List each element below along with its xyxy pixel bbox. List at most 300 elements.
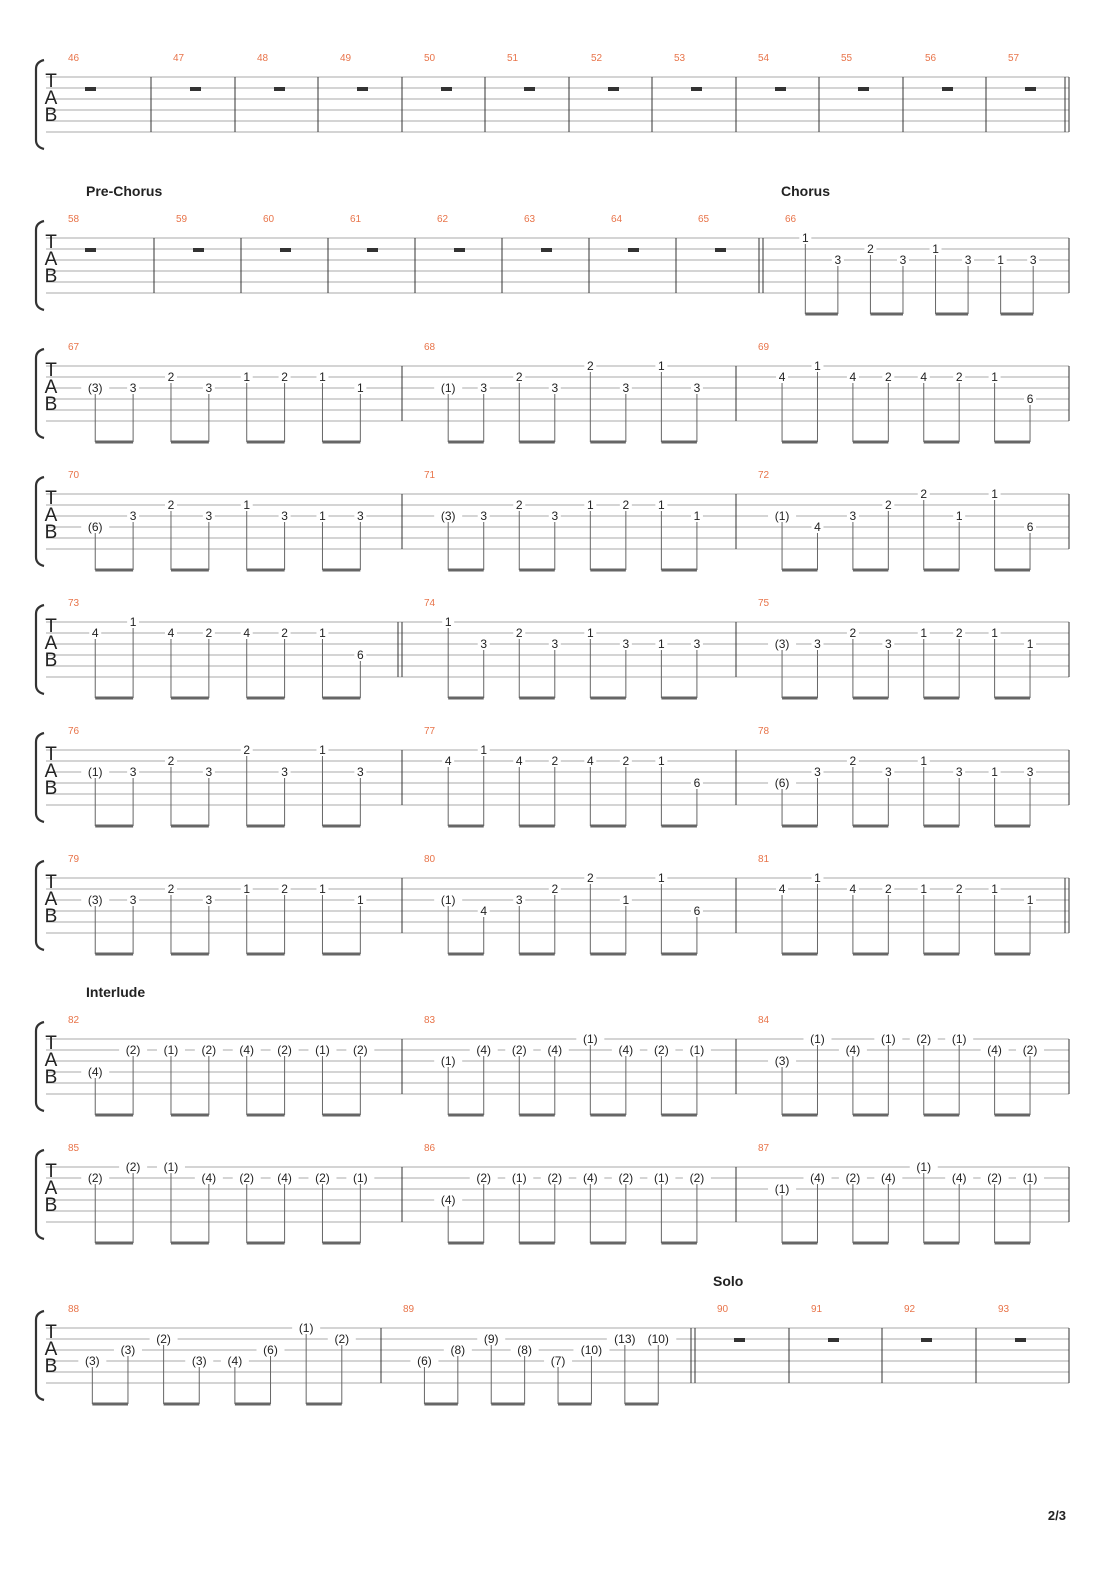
fret-number: (1) — [315, 1043, 330, 1057]
fret-number: 3 — [551, 381, 559, 395]
measure — [424, 598, 703, 698]
fret-number: 6 — [1026, 392, 1034, 406]
measure — [68, 1015, 374, 1115]
fret-number: 3 — [551, 637, 559, 651]
fret-number: (10) — [580, 1343, 603, 1357]
measure — [68, 726, 366, 826]
fret-number: (1) — [440, 1054, 456, 1068]
fret-number: 4 — [778, 370, 786, 384]
fret-number: 2 — [884, 370, 892, 384]
fret-number: 1 — [243, 370, 251, 384]
tab-clef-letter: A — [44, 1339, 58, 1360]
fret-number: 3 — [205, 765, 213, 779]
measure-number: 80 — [424, 854, 436, 865]
fret-number: 3 — [899, 253, 907, 267]
fret-number: (1) — [163, 1043, 179, 1057]
measure — [717, 1304, 745, 1342]
measure — [424, 53, 452, 91]
fret-number: 2 — [867, 242, 874, 256]
fret-number: (4) — [880, 1171, 896, 1185]
fret-number: 1 — [622, 893, 630, 907]
fret-number: (3) — [84, 1354, 100, 1368]
fret-number: (2) — [654, 1043, 669, 1057]
measure — [424, 854, 703, 954]
fret-number: 6 — [1026, 520, 1034, 534]
fret-number: (1) — [689, 1043, 705, 1057]
fret-number: 2 — [281, 626, 288, 640]
measure — [403, 1304, 676, 1404]
measure — [424, 1143, 711, 1243]
fret-number: 3 — [1026, 765, 1034, 779]
fret-number: 1 — [243, 498, 251, 512]
fret-number: (4) — [227, 1354, 243, 1368]
rest-symbol — [357, 87, 368, 91]
fret-number: 1 — [814, 871, 821, 885]
fret-number: 3 — [693, 637, 701, 651]
measure — [424, 726, 703, 826]
fret-number: 1 — [814, 359, 821, 373]
fret-number: 3 — [480, 637, 488, 651]
measure — [841, 53, 869, 91]
fret-number: (8) — [517, 1343, 532, 1357]
fret-number: 4 — [920, 370, 928, 384]
fret-number: 1 — [319, 509, 326, 523]
fret-number: (1) — [87, 765, 103, 779]
measure — [758, 598, 1036, 698]
measure-number: 87 — [758, 1143, 770, 1154]
fret-number: 4 — [778, 882, 786, 896]
tab-clef-letter: A — [44, 633, 58, 654]
fret-number: (2) — [353, 1043, 368, 1057]
measure — [68, 1304, 356, 1404]
fret-number: 1 — [319, 626, 326, 640]
measure — [507, 53, 535, 91]
fret-number: 3 — [622, 381, 630, 395]
fret-number: (2) — [511, 1043, 527, 1057]
section-label: Chorus — [781, 183, 830, 199]
measure-number: 79 — [68, 854, 80, 865]
rest-symbol — [85, 87, 96, 91]
fret-number: 2 — [167, 498, 175, 512]
fret-number: (4) — [618, 1043, 634, 1057]
system-brace — [36, 349, 44, 438]
rest-symbol — [775, 87, 786, 91]
fret-number: 1 — [356, 381, 364, 395]
fret-number: 2 — [849, 754, 857, 768]
fret-number: 1 — [658, 871, 665, 885]
fret-number: (2) — [476, 1171, 492, 1185]
fret-number: (1) — [440, 893, 456, 907]
fret-number: (2) — [689, 1171, 705, 1185]
fret-number: (1) — [774, 509, 790, 523]
fret-number: 2 — [955, 626, 963, 640]
fret-number: 3 — [814, 637, 821, 651]
fret-number: 3 — [693, 381, 701, 395]
fret-number: 3 — [551, 509, 559, 523]
rest-symbol — [274, 87, 285, 91]
fret-number: 4 — [444, 754, 452, 768]
fret-number: (13) — [614, 1332, 636, 1346]
fret-number: 1 — [991, 487, 998, 501]
fret-number: (1) — [353, 1171, 368, 1185]
fret-number: (6) — [263, 1343, 278, 1357]
fret-number: (10) — [647, 1332, 669, 1346]
measure — [674, 53, 702, 91]
fret-number: 2 — [515, 498, 523, 512]
fret-number: 4 — [814, 520, 821, 534]
fret-number: 2 — [586, 871, 594, 885]
measure — [611, 214, 639, 252]
measure-number: 71 — [424, 470, 436, 481]
fret-number: 3 — [834, 253, 842, 267]
section-label: Pre-Chorus — [86, 183, 163, 199]
fret-number: (2) — [845, 1171, 861, 1185]
fret-number: 3 — [884, 765, 892, 779]
fret-number: 1 — [480, 743, 488, 757]
fret-number: (2) — [87, 1171, 103, 1185]
fret-number: 1 — [955, 509, 963, 523]
measure — [785, 214, 1039, 314]
fret-number: 2 — [243, 743, 251, 757]
measure — [68, 854, 366, 954]
measure — [998, 1304, 1026, 1342]
measure-number: 73 — [68, 598, 80, 609]
measure — [811, 1304, 839, 1342]
fret-number: 3 — [356, 509, 364, 523]
fret-number: (1) — [511, 1171, 527, 1185]
rest-symbol — [734, 1338, 745, 1342]
measure-number: 74 — [424, 598, 436, 609]
measure-number: 51 — [507, 53, 519, 64]
tab-clef-letter: T — [45, 1322, 57, 1343]
fret-number: (1) — [440, 381, 456, 395]
tab-clef-letter: T — [45, 616, 57, 637]
rest-symbol — [858, 87, 869, 91]
fret-number: 2 — [955, 882, 963, 896]
measure-number: 81 — [758, 854, 770, 865]
fret-number: 6 — [693, 776, 701, 790]
fret-number: 2 — [281, 370, 288, 384]
measure — [758, 342, 1036, 442]
measure — [758, 53, 786, 91]
fret-number: (1) — [163, 1160, 179, 1174]
measure-number: 77 — [424, 726, 436, 737]
tab-clef-letter: B — [44, 778, 58, 799]
measure — [176, 214, 204, 252]
page-number: 2/3 — [1047, 1508, 1066, 1523]
fret-number: (1) — [951, 1032, 967, 1046]
measure-number: 67 — [68, 342, 80, 353]
fret-number: 4 — [849, 370, 857, 384]
tab-clef-letter: A — [44, 1050, 58, 1071]
measure-number: 47 — [173, 53, 185, 64]
tab-clef-letter: B — [44, 1067, 58, 1088]
fret-number: (1) — [582, 1032, 598, 1046]
measure — [257, 53, 285, 91]
fret-number: (4) — [440, 1193, 456, 1207]
fret-number: (4) — [547, 1043, 563, 1057]
measure-number: 57 — [1008, 53, 1020, 64]
fret-number: 6 — [693, 904, 701, 918]
rest-symbol — [190, 87, 201, 91]
fret-number: 3 — [849, 509, 857, 523]
measure-number: 78 — [758, 726, 770, 737]
tab-system — [36, 726, 1069, 826]
fret-number: 3 — [129, 893, 137, 907]
rest-symbol — [524, 87, 535, 91]
fret-number: 1 — [444, 615, 452, 629]
fret-number: 4 — [515, 754, 523, 768]
fret-number: (2) — [618, 1171, 634, 1185]
fret-number: (3) — [87, 381, 103, 395]
system-brace — [36, 1022, 44, 1111]
fret-number: 3 — [480, 509, 488, 523]
measure-number: 62 — [437, 214, 449, 225]
fret-number: 1 — [243, 882, 251, 896]
tab-clef-letter: T — [45, 872, 57, 893]
rest-symbol — [1025, 87, 1036, 91]
fret-number: 3 — [515, 893, 523, 907]
tab-clef-letter: T — [45, 71, 57, 92]
fret-number: 3 — [814, 765, 821, 779]
tab-clef-letter: B — [44, 522, 58, 543]
system-brace — [36, 1311, 44, 1400]
fret-number: (6) — [417, 1354, 432, 1368]
measure — [925, 53, 953, 91]
fret-number: 2 — [167, 754, 175, 768]
tab-system — [36, 183, 1069, 314]
measure-number: 60 — [263, 214, 275, 225]
fret-number: 6 — [356, 648, 364, 662]
measure — [424, 470, 703, 570]
tab-clef-letter: B — [44, 1195, 58, 1216]
fret-number: 4 — [167, 626, 175, 640]
fret-number: (9) — [483, 1332, 499, 1346]
measure — [350, 214, 378, 252]
rest-symbol — [715, 248, 726, 252]
tab-clef-letter: A — [44, 249, 58, 270]
tab-system — [36, 53, 1069, 149]
measure-number: 70 — [68, 470, 80, 481]
tab-clef-letter: A — [44, 761, 58, 782]
fret-number: 1 — [658, 359, 665, 373]
measure-number: 66 — [785, 214, 797, 225]
fret-number: (2) — [547, 1171, 563, 1185]
measure-number: 86 — [424, 1143, 436, 1154]
measure — [904, 1304, 932, 1342]
tab-system — [36, 598, 1069, 698]
rest-symbol — [691, 87, 702, 91]
measure — [424, 1015, 711, 1115]
measure-number: 48 — [257, 53, 269, 64]
fret-number: 2 — [205, 626, 213, 640]
rest-symbol — [193, 248, 204, 252]
fret-number: 1 — [693, 509, 701, 523]
tab-clef-letter: T — [45, 488, 57, 509]
tab-clef-letter: B — [44, 266, 58, 287]
system-brace — [36, 605, 44, 694]
fret-number: 2 — [551, 882, 559, 896]
tab-system — [36, 342, 1069, 442]
fret-number: (4) — [201, 1171, 217, 1185]
rest-symbol — [921, 1338, 932, 1342]
measure-number: 88 — [68, 1304, 80, 1315]
rest-symbol — [367, 248, 378, 252]
measure-number: 90 — [717, 1304, 729, 1315]
rest-symbol — [1015, 1338, 1026, 1342]
fret-number: (4) — [277, 1171, 292, 1185]
fret-number: 2 — [167, 882, 175, 896]
measure-number: 82 — [68, 1015, 80, 1026]
fret-number: (4) — [476, 1043, 492, 1057]
tab-clef-letter: B — [44, 1356, 58, 1377]
fret-number: (2) — [201, 1043, 217, 1057]
fret-number: (6) — [774, 776, 790, 790]
rest-symbol — [441, 87, 452, 91]
rest-symbol — [454, 248, 465, 252]
measure-number: 59 — [176, 214, 188, 225]
fret-number: (8) — [450, 1343, 466, 1357]
rest-symbol — [85, 248, 96, 252]
measure — [591, 53, 619, 91]
fret-number: 2 — [281, 882, 288, 896]
measure — [173, 53, 201, 91]
fret-number: (4) — [87, 1065, 103, 1079]
fret-number: 1 — [1026, 637, 1034, 651]
system-brace — [36, 1150, 44, 1239]
fret-number: 1 — [319, 882, 326, 896]
measure-number: 63 — [524, 214, 536, 225]
tab-system — [36, 1143, 1069, 1243]
rest-symbol — [828, 1338, 839, 1342]
fret-number: 1 — [658, 754, 665, 768]
tab-clef-letter: T — [45, 1161, 57, 1182]
tab-clef-letter: A — [44, 88, 58, 109]
fret-number: (3) — [774, 637, 790, 651]
fret-number: 1 — [991, 626, 998, 640]
fret-number: (2) — [125, 1043, 141, 1057]
tab-clef-letter: T — [45, 232, 57, 253]
fret-number: 2 — [920, 487, 928, 501]
measure — [758, 1143, 1044, 1243]
fret-number: (4) — [845, 1043, 861, 1057]
measure-number: 65 — [698, 214, 710, 225]
fret-number: 1 — [801, 231, 809, 245]
fret-number: (4) — [810, 1171, 825, 1185]
measure — [1008, 53, 1036, 91]
fret-number: 3 — [205, 893, 213, 907]
tab-system — [36, 1273, 1069, 1404]
fret-number: 3 — [205, 509, 213, 523]
measure-number: 49 — [340, 53, 352, 64]
measure — [758, 854, 1036, 954]
fret-number: (4) — [951, 1171, 967, 1185]
fret-number: 3 — [622, 637, 630, 651]
tab-clef-letter: B — [44, 906, 58, 927]
measure-number: 58 — [68, 214, 80, 225]
tab-clef-letter: B — [44, 650, 58, 671]
system-brace — [36, 477, 44, 566]
fret-number: (1) — [880, 1032, 896, 1046]
fret-number: 4 — [480, 904, 488, 918]
measure-number: 75 — [758, 598, 770, 609]
fret-number: 1 — [991, 882, 998, 896]
fret-number: 3 — [1029, 253, 1037, 267]
measure-number: 76 — [68, 726, 80, 737]
system-brace — [36, 60, 44, 149]
fret-number: (2) — [125, 1160, 141, 1174]
fret-number: (4) — [987, 1043, 1002, 1057]
rest-symbol — [608, 87, 619, 91]
fret-number: (1) — [774, 1182, 790, 1196]
fret-number: 2 — [515, 626, 523, 640]
fret-number: 4 — [849, 882, 857, 896]
fret-number: (1) — [916, 1160, 932, 1174]
measure-number: 52 — [591, 53, 603, 64]
measure-number: 85 — [68, 1143, 80, 1154]
fret-number: 4 — [586, 754, 594, 768]
fret-number: (4) — [239, 1043, 255, 1057]
measure — [340, 53, 368, 91]
measure — [524, 214, 552, 252]
tab-clef-letter: A — [44, 1178, 58, 1199]
measure-number: 72 — [758, 470, 770, 481]
fret-number: 3 — [480, 381, 488, 395]
tab-system — [36, 984, 1069, 1115]
fret-number: 4 — [91, 626, 99, 640]
measure-number: 84 — [758, 1015, 770, 1026]
measure-number: 55 — [841, 53, 853, 64]
measure-number: 92 — [904, 1304, 916, 1315]
fret-number: (2) — [277, 1043, 292, 1057]
measure — [68, 470, 366, 570]
measure-number: 69 — [758, 342, 770, 353]
fret-number: (3) — [191, 1354, 207, 1368]
measure — [68, 53, 96, 91]
fret-number: 2 — [849, 626, 857, 640]
fret-number: (3) — [87, 893, 103, 907]
system-brace — [36, 221, 44, 310]
fret-number: 3 — [205, 381, 213, 395]
section-label: Interlude — [86, 984, 146, 1000]
fret-number: 3 — [964, 253, 972, 267]
rest-symbol — [541, 248, 552, 252]
section-label: Solo — [713, 1273, 744, 1289]
fret-number: (1) — [1022, 1171, 1038, 1185]
fret-number: 2 — [515, 370, 523, 384]
rest-symbol — [280, 248, 291, 252]
fret-number: (4) — [582, 1171, 598, 1185]
rest-symbol — [942, 87, 953, 91]
measure-number: 53 — [674, 53, 686, 64]
fret-number: (1) — [810, 1032, 825, 1046]
fret-number: (3) — [774, 1054, 790, 1068]
fret-number: (1) — [298, 1321, 314, 1335]
measure-number: 68 — [424, 342, 436, 353]
fret-number: 2 — [586, 359, 594, 373]
fret-number: 1 — [920, 882, 928, 896]
measure-number: 89 — [403, 1304, 415, 1315]
measure — [68, 598, 366, 698]
fret-number: (1) — [654, 1171, 669, 1185]
measure-number: 61 — [350, 214, 362, 225]
fret-number: 1 — [932, 242, 939, 256]
fret-number: 1 — [991, 370, 998, 384]
measure-number: 46 — [68, 53, 80, 64]
fret-number: 2 — [884, 498, 892, 512]
fret-number: 3 — [281, 765, 288, 779]
tab-clef-letter: T — [45, 360, 57, 381]
